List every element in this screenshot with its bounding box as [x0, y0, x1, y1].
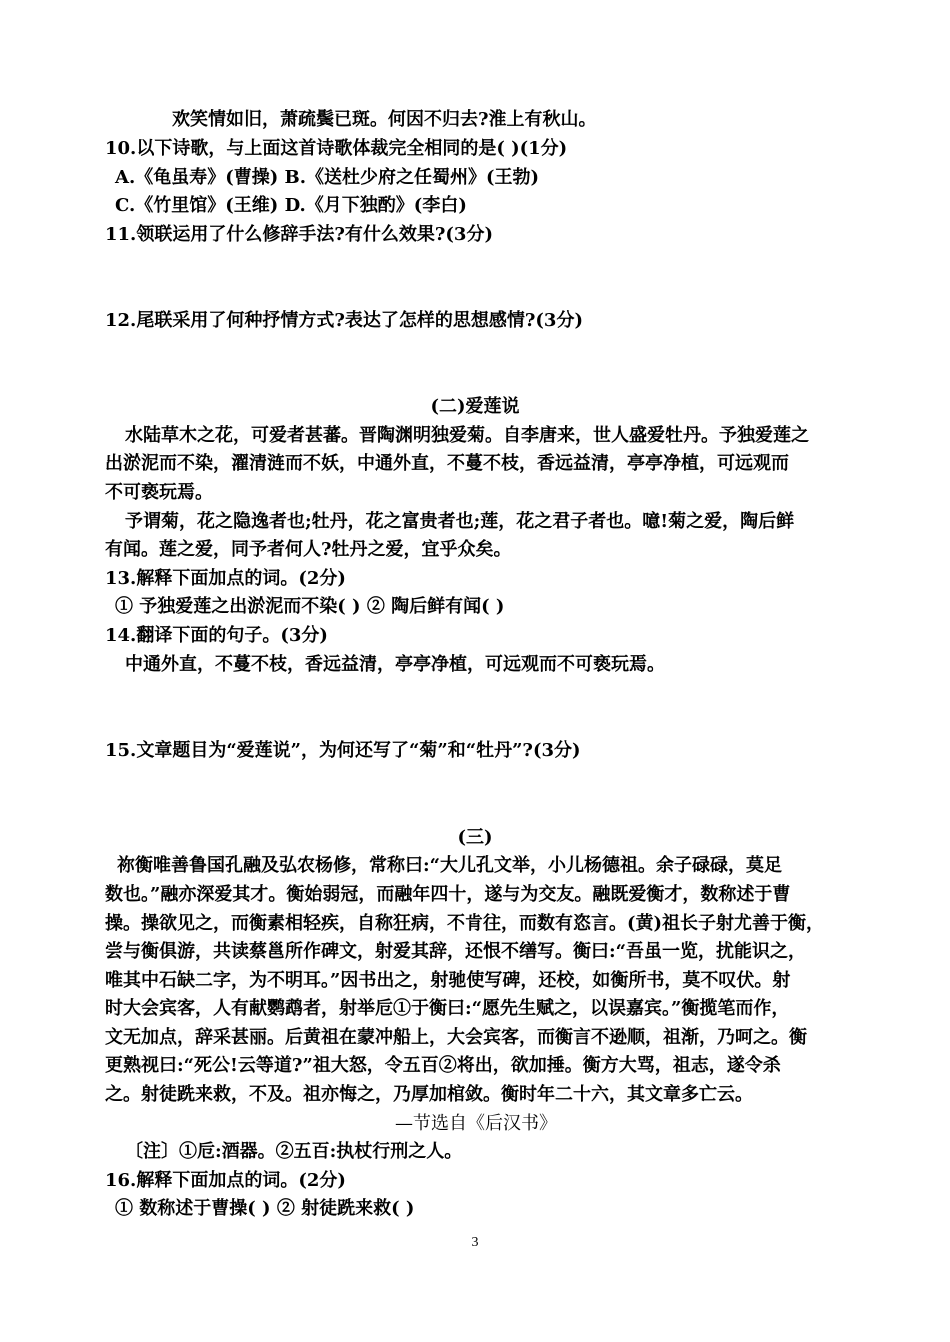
section-3-line7: 文无加点，辞采甚丽。后黄祖在蒙冲船上，大会宾客，而衡言不逊顺，祖渐，乃呵之。衡 [105, 1027, 807, 1048]
section-2-para1-line3: 不可亵玩焉。 [105, 482, 213, 503]
section-2-para2-line2: 有闻。莲之爱，同予者何人?牡丹之爱，宜乎众矣。 [105, 539, 512, 560]
section-2-para2-line1: 予谓菊，花之隐逸者也;牡丹，花之富贵者也;莲，花之君子者也。噫!菊之爱，陶后鲜 [125, 511, 795, 532]
section-3-line3: 操。操欲见之，而衡素相轻疾，自称狂病，不肯往，而数有恣言。(黄)祖长子射尤善于衡， [105, 913, 825, 934]
question-10-options-ab: A.《龟虽寿》(曹操) B.《送杜少府之任蜀州》(王勃) [115, 167, 540, 188]
question-15: 15.文章题目为“爱莲说”，为何还写了“菊”和“牡丹”?(3分) [105, 740, 581, 761]
question-13-items: ① 予独爱莲之出淤泥而不染( ) ② 陶后鲜有闻( ) [115, 596, 505, 617]
question-10-options-cd: C.《竹里馆》(王维) D.《月下独酌》(李白) [115, 195, 467, 216]
question-11: 11.领联运用了什么修辞手法?有什么效果?(3分) [105, 224, 493, 245]
section-3-line4: 尝与衡俱游，共读蔡邕所作碑文，射爱其辞，还恨不缮写。衡曰:“吾虽一览，扰能识之， [105, 941, 806, 962]
question-16: 16.解释下面加点的词。(2分) [105, 1170, 346, 1191]
section-3-line9: 之。射徒跣来救，不及。祖亦悔之，乃厚加棺敛。衡时年二十六，其文章多亡云。 [105, 1084, 753, 1105]
section-2-para1-line1: 水陆草木之花，可爱者甚蕃。晋陶渊明独爱菊。自李唐来，世人盛爱牡丹。予独爱莲之 [125, 425, 809, 446]
question-13: 13.解释下面加点的词。(2分) [105, 568, 346, 589]
section-3-line1: 祢衡唯善鲁国孔融及弘农杨修，常称曰:“大儿孔文举，小儿杨德祖。余子碌碌，莫足 [117, 855, 782, 876]
section-2-para1-line2: 出淤泥而不染，濯清涟而不妖，中通外直，不蔓不枝，香远益清，亭亭净植，可远观而 [105, 453, 789, 474]
question-10: 10.以下诗歌，与上面这首诗歌体裁完全相同的是( )(1分) [105, 138, 568, 159]
section-3-line6: 时大会宾客，人有献鹦鹉者，射举卮①于衡曰:“愿先生赋之，以误嘉宾。”衡揽笔而作， [105, 998, 790, 1019]
poem-tail: 欢笑情如旧，萧疏鬓已斑。何因不归去?淮上有秋山。 [172, 109, 597, 130]
section-3-line5: 唯其中石缺二字，为不明耳。”因书出之，射驰使写碑，还校，如衡所书，莫不叹伏。射 [105, 970, 791, 991]
section-3-source: —节选自《后汉书》 [395, 1113, 557, 1134]
question-12: 12.尾联采用了何种抒情方式?表达了怎样的思想感情?(3分) [105, 310, 583, 331]
section-3-title: (三) [457, 827, 493, 848]
section-3-line2: 数也。”融亦深爱其才。衡始弱冠，而融年四十，遂与为交友。融既爱衡才，数称述于曹 [105, 884, 791, 905]
question-16-items: ① 数称述于曹操( ) ② 射徒跣来救( ) [115, 1198, 415, 1219]
question-14: 14.翻译下面的句子。(3分) [105, 625, 328, 646]
question-14-sentence: 中通外直，不蔓不枝，香远益清，亭亭净植，可远观而不可亵玩焉。 [125, 654, 665, 675]
section-3-line8: 更熟视曰:“死公!云等道?”祖大怒，令五百②将出，欲加捶。衡方大骂，祖志，遂令杀 [105, 1055, 781, 1076]
page-number: 3 [471, 1235, 479, 1250]
section-2-title: (二)爱莲说 [430, 396, 520, 417]
section-3-note: 〔注〕①卮:酒器。②五百:执杖行刑之人。 [125, 1141, 463, 1162]
